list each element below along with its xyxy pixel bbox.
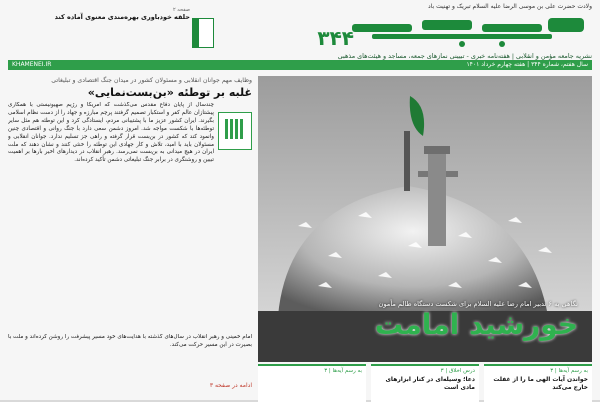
- teaser-tag: به رسم آیه‌ها | ۳: [550, 368, 588, 374]
- cover-photo: [258, 76, 592, 362]
- qr-code-icon: [218, 112, 252, 150]
- photo-caption: نگاهی به ۶ تدبیر امام رضا علیه السلام برای شکست دستگاه ظالم مأمون: [378, 300, 578, 308]
- issue-bar: [8, 60, 592, 70]
- bottom-teasers: [258, 364, 592, 400]
- teaser-box-1[interactable]: [484, 364, 592, 402]
- website-label: KHAMENEI.IR: [12, 61, 52, 68]
- top-teaser-meta: صفحه ۲: [173, 7, 190, 13]
- article-body: چندسال از پایان دفاع مقدس می‌گذشت که آمریکا و رژیم صهیونیستی با همکاری پیشتازان عالم کفر و استکبار تصمیم گرفتند پرچم مبارزه و جهاد را از دست نظام اسلامی بگیرند. ایران کشور عزیز ما با پشتیبانی مردم، ایستادگی کرد و این توطئه هم مثل سایر توطئه‌ها با شکست مواجه شد. امروز دشمن سعی دارد با جنگ روانی و اقتصادی چنین وانمود کند که کشور در بن‌بست قرار گرفته و راهی جز تسلیم ندارد. جوانان انقلابی و مسئولان باید با امید، تلاش و کار جهادی این توطئه را خنثی کنند و نشان دهند که ملت ایران در هیچ میدانی به بن‌بست نمی‌رسد. رهبر انقلاب در دیدارهای اخیر بارها بر اهمیت تبیین و روشنگری در برابر جنگ تبلیغاتی دشمن تأکید کرده‌اند.: [8, 102, 214, 164]
- continue-link[interactable]: ادامه در صفحه ۳: [209, 382, 252, 389]
- masthead: [242, 12, 592, 50]
- issue-number: ۳۴۴: [317, 26, 354, 50]
- article-column: [8, 76, 254, 400]
- teaser-text: دعا؛ وسیله‌ای در کنار ابزارهای مادی است: [385, 376, 475, 391]
- issue-info: سال هفتم، شماره ۳۴۴ | هفته چهارم خرداد ۱۴۰۱: [466, 61, 588, 68]
- teaser-box-3[interactable]: [258, 364, 366, 402]
- teaser-text: [258, 374, 366, 376]
- cover-title: خورشید امامت: [374, 308, 578, 341]
- teaser-tag: به رسم آیه‌ها | ۳: [324, 368, 362, 374]
- subtitle: نشریه جامعه مؤمن و انقلابی | هفته‌نامه خبری - تبیینی نمازهای جمعه، مساجد و هیئت‌های مذهبی: [337, 52, 592, 60]
- teaser-text: خواندن آیات الهی ما را از غفلت خارج می‌کند: [493, 376, 588, 391]
- top-teaser-title: حلقه خودباوری بهره‌مندی معنوی آماده کند: [54, 13, 190, 21]
- article-headline: غلبه بر توطئه «بن‌بست‌نمایی»: [87, 86, 252, 99]
- article-kicker: وظایف مهم جوانان انقلابی و مسئولان کشور در میدان جنگ اقتصادی و تبلیغاتی: [51, 77, 252, 84]
- top-teaser[interactable]: [8, 7, 190, 21]
- teaser-tag: درس اخلاق | ۳: [440, 368, 475, 374]
- teaser-box-2[interactable]: [371, 364, 479, 402]
- emblem-icon: [192, 18, 214, 48]
- article-body-2: امام خمینی و رهبر انقلاب در سال‌های گذشته با هدایت‌های خود مسیر پیشرفت را روشن کرده‌اند و ملت با بصیرت در این مسیر حرکت می‌کند.: [8, 334, 252, 348]
- top-line: ولادت حضرت علی بن موسی الرضا علیه السلام تبریک و تهنیت باد: [428, 3, 592, 10]
- logo-wordmark: [342, 14, 592, 50]
